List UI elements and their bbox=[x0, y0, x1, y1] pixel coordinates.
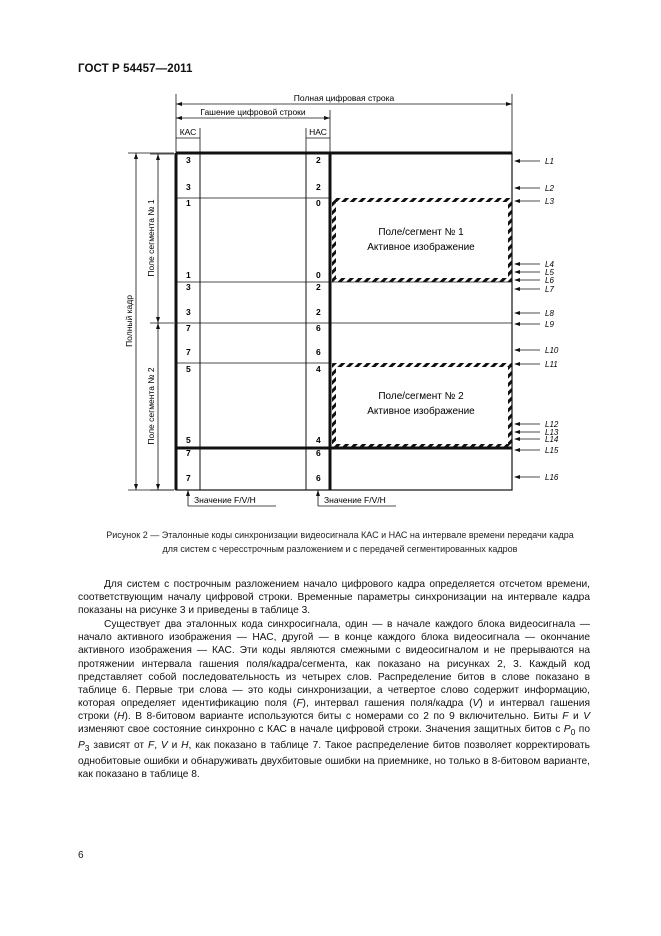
full-line-dimension bbox=[176, 93, 512, 152]
fvh-left bbox=[186, 490, 276, 506]
caption-line-1: Рисунок 2 — Эталонные коды синхронизации видеосигнала КАС и НАС на интервале времени передачи кадра bbox=[106, 530, 574, 540]
eav-code-value: 5 bbox=[186, 364, 191, 374]
eav-code-value: 3 bbox=[186, 307, 191, 317]
field1-label: Поле сегмента № 1 bbox=[146, 199, 156, 277]
active-area-1 bbox=[332, 198, 512, 282]
line-marker-label: L12 bbox=[545, 420, 559, 429]
line-marker-label: L4 bbox=[545, 260, 554, 269]
line-marker-label: L2 bbox=[545, 184, 554, 193]
active2-title: Поле/сегмент № 2 bbox=[378, 391, 464, 402]
document-header: ГОСТ Р 54457—2011 bbox=[78, 63, 193, 75]
line-marker bbox=[514, 197, 554, 206]
eav-label: КАС bbox=[179, 127, 197, 137]
eav-code-value: 1 bbox=[186, 270, 191, 280]
fvh-left-label: Значение F/V/H bbox=[194, 495, 256, 505]
line-marker bbox=[514, 157, 554, 166]
line-marker-label: L16 bbox=[545, 473, 559, 482]
line-marker-label: L5 bbox=[545, 268, 554, 277]
line-marker bbox=[514, 360, 558, 369]
fvh-right-label: Значение F/V/H bbox=[324, 495, 386, 505]
figure-caption bbox=[60, 528, 620, 556]
line-marker-label: L14 bbox=[545, 435, 559, 444]
eav-code-value: 7 bbox=[186, 347, 191, 357]
sav-code-value: 6 bbox=[316, 347, 321, 357]
line-marker-label: L13 bbox=[545, 428, 559, 437]
line-marker bbox=[514, 446, 559, 455]
sav-code-value: 6 bbox=[316, 323, 321, 333]
fvh-right bbox=[316, 490, 396, 506]
code-values bbox=[186, 155, 321, 483]
line-marker bbox=[514, 276, 554, 285]
eav-code-value: 1 bbox=[186, 198, 191, 208]
sav-code-value: 2 bbox=[316, 307, 321, 317]
line-marker bbox=[514, 184, 554, 193]
sav-code-value: 2 bbox=[316, 155, 321, 165]
line-marker-label: L3 bbox=[545, 197, 554, 206]
line-marker-label: L11 bbox=[545, 360, 558, 369]
line-marker bbox=[514, 285, 554, 294]
active1-subtitle: Активное изображение bbox=[367, 242, 475, 253]
active1-title: Поле/сегмент № 1 bbox=[378, 227, 464, 238]
line-marker bbox=[514, 309, 554, 318]
line-marker-label: L8 bbox=[545, 309, 554, 318]
blanking-label: Гашение цифровой строки bbox=[200, 107, 306, 117]
sav-label: НАС bbox=[309, 127, 327, 137]
line-marker bbox=[514, 435, 559, 444]
line-markers bbox=[514, 157, 559, 482]
line-marker-label: L7 bbox=[545, 285, 554, 294]
field2-label: Поле сегмента № 2 bbox=[146, 367, 156, 445]
page-number: 6 bbox=[78, 850, 84, 861]
field1-dimension bbox=[146, 154, 174, 323]
line-marker bbox=[514, 473, 559, 482]
eav-dimension bbox=[176, 127, 200, 152]
sav-code-value: 6 bbox=[316, 473, 321, 483]
sav-code-value: 4 bbox=[316, 435, 321, 445]
sav-code-value: 0 bbox=[316, 198, 321, 208]
line-marker-label: L10 bbox=[545, 346, 559, 355]
line-marker-label: L15 bbox=[545, 446, 559, 455]
sav-code-value: 4 bbox=[316, 364, 321, 374]
eav-code-value: 7 bbox=[186, 473, 191, 483]
sav-dimension bbox=[306, 127, 330, 152]
sav-code-value: 6 bbox=[316, 448, 321, 458]
caption-line-2: для систем с чересстрочным разложением и с передачей сегментированных кадров bbox=[162, 544, 518, 554]
paragraph-2: Существует два эталонных кода синхросигнала, один — в начале каждого блока видеосигнала — начало активного изображения — НАС, другой — в конце каждого блока видеосигнала — окончание активного изображения — КАС. Эти коды являются смежными с видеосигналом и не прерываются на протяжении интервала гашения поля/кадра/сегмента, как показано на рисунках 2, 3. Каждый код представляет собой последовательность из четырех слов. Распределение битов в слове показано в таблице 6. Первые три слова — это коды синхронизации, а четвертое слово содержит информацию, которая определяет идентификацию поля (F), интервал гашения поля/кадра (V) и интервал гашения строки (H). В 8-битовом варианте используются биты с номерами со 2 по 9 включительно. Биты F и V изменяют свое состояние синхронно с КАС в начале цифровой строки. Значения защитных битов с $P_0$ по $P_3$ зависят от F, V и H, как показано в таблице 7. Такое распределение битов позволяет корректировать однобитовые ошибки и обнаруживать двухбитовые ошибки на приемнике, но только в 8-битовом варианте, как показано в таблице 8. bbox=[78, 619, 590, 781]
eav-code-value: 3 bbox=[186, 182, 191, 192]
sav-code-value: 0 bbox=[316, 270, 321, 280]
line-marker-label: L1 bbox=[545, 157, 554, 166]
blanking-dimension bbox=[176, 107, 330, 152]
eav-code-value: 5 bbox=[186, 435, 191, 445]
active-area-2 bbox=[332, 363, 512, 448]
line-marker bbox=[514, 346, 559, 355]
eav-code-value: 3 bbox=[186, 155, 191, 165]
active2-subtitle: Активное изображение bbox=[367, 406, 475, 417]
paragraph-1: Для систем с построчным разложением начало цифрового кадра определяется отсчетом времени, соответствующим началу цифровой строки. Временные параметры синхронизации на интервале кадра показаны на рисунке 3 и приведены в таблице 3. bbox=[78, 579, 590, 617]
line-marker-label: L9 bbox=[545, 320, 554, 329]
body-text bbox=[78, 578, 590, 782]
eav-code-value: 7 bbox=[186, 323, 191, 333]
eav-code-value: 7 bbox=[186, 448, 191, 458]
full-frame-label: Полный кадр bbox=[124, 295, 134, 347]
full-line-label: Полная цифровая строка bbox=[293, 93, 395, 103]
field2-dimension bbox=[146, 323, 174, 490]
line-marker bbox=[514, 320, 554, 329]
eav-code-value: 3 bbox=[186, 282, 191, 292]
sav-code-value: 2 bbox=[316, 182, 321, 192]
sav-code-value: 2 bbox=[316, 282, 321, 292]
line-marker-label: L6 bbox=[545, 276, 554, 285]
